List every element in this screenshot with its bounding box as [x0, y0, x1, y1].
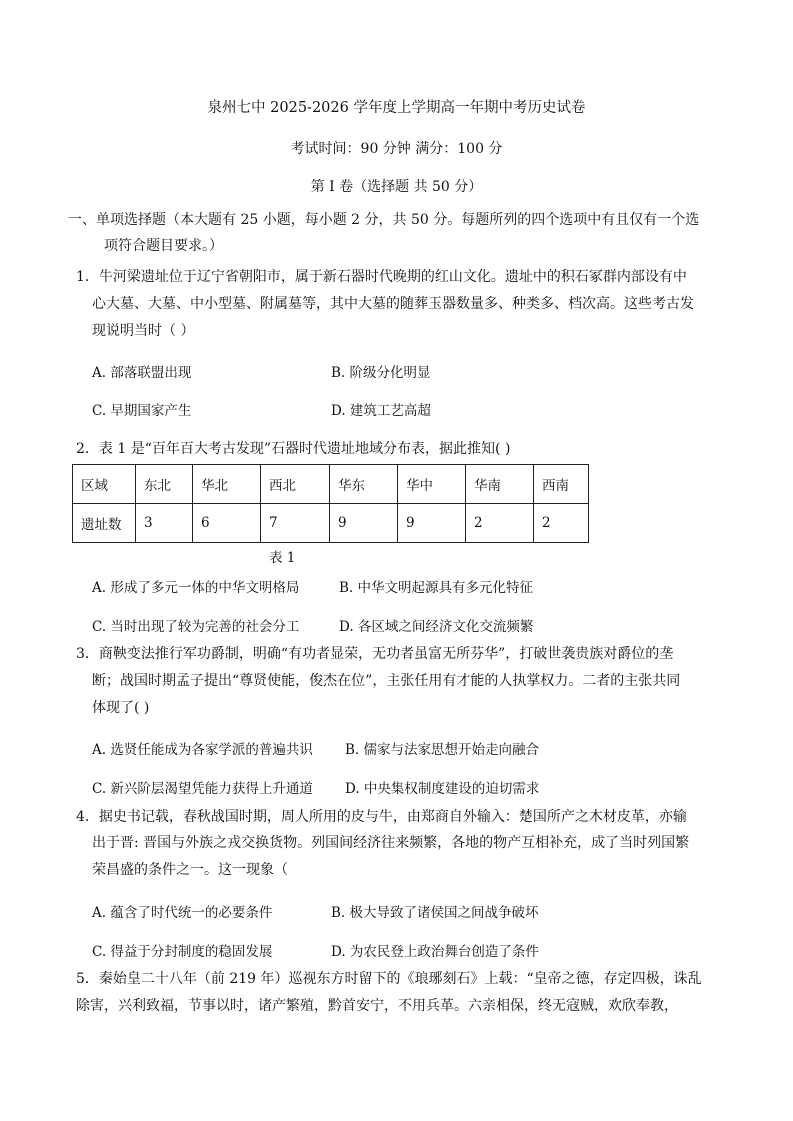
q5-stem-line-2: 除害，兴利致福，节事以时，诸产繁殖，黔首安宁，不用兵革。六亲相保，终无寇贼，欢欣奉教， — [76, 998, 678, 1014]
table-cell: 华东 — [330, 465, 398, 504]
q2-option-b: B. 中华文明起源具有多元化特征 — [339, 580, 534, 596]
q2-stem-line-1: 2．表 1 是“百年百大考古发现”石器时代遗址地域分布表，据此推知( ) — [76, 441, 511, 457]
table-cell: 西北 — [261, 465, 330, 504]
q4-option-c: C. 得益于分封制度的稳固发展 — [92, 944, 273, 960]
q4-stem-line-2: 出于晋: 晋国与外族之戎交换货物。列国间经济往来频繁，各地的物产互相补充，成了当时列国繁 — [92, 835, 690, 851]
q3-option-b: B. 儒家与法家思想开始走向融合 — [345, 742, 540, 758]
part-title: 第 I 卷（选择题 共 50 分） — [310, 179, 483, 195]
table-header-row — [73, 465, 589, 504]
table-row — [73, 504, 589, 543]
table-cell: 7 — [261, 504, 330, 543]
q2-option-a: A. 形成了多元一体的中华文明格局 — [92, 580, 300, 596]
q1-option-d: D. 建筑工艺高超 — [331, 403, 431, 419]
table-cell: 华南 — [466, 465, 534, 504]
table-cell: 2 — [466, 504, 534, 543]
q2-option-d: D. 各区域之间经济文化交流频繁 — [339, 619, 534, 635]
table-cell: 2 — [534, 504, 589, 543]
table-caption: 表 1 — [269, 550, 296, 566]
q3-stem-line-2: 断；战国时期孟子提出“尊贤使能，俊杰在位”，主张任用有才能的人执掌权力。二者的主张共同 — [92, 673, 681, 689]
q4-stem-line-1: 4．据史书记载，春秋战国时期，周人所用的皮与牛，由郑商自外输入：楚国所产之木材皮革，亦输 — [76, 809, 687, 825]
table-cell: 西南 — [534, 465, 589, 504]
q3-stem-line-3: 体现了( ) — [92, 700, 150, 716]
q3-option-d: D. 中央集权制度建设的迫切需求 — [345, 781, 540, 797]
q5-stem-line-1: 5．秦始皇二十八年（前 219 年）巡视东方时留下的《琅琊刻石》上载：“皇帝之德，存定四极，诛乱 — [76, 971, 702, 987]
q1-option-a: A. 部落联盟出现 — [92, 365, 192, 381]
section-instruction-line-2: 项符合题目要求。） — [104, 238, 223, 254]
exam-title: 泉州七中 2025-2026 学年度上学期高一年期中考历史试卷 — [207, 100, 586, 116]
q3-option-c: C. 新兴阶层渴望凭能力获得上升通道 — [92, 781, 313, 797]
q1-option-b: B. 阶级分化明显 — [331, 365, 431, 381]
q4-option-a: A. 蕴含了时代统一的必要条件 — [92, 905, 273, 921]
q4-option-b: B. 极大导致了诸侯国之间战争破坏 — [331, 905, 539, 921]
exam-info: 考试时间：90 分钟 满分：100 分 — [290, 141, 503, 157]
q2-option-c: C. 当时出现了较为完善的社会分工 — [92, 619, 300, 635]
q4-option-d: D. 为农民登上政治舞台创造了条件 — [331, 944, 539, 960]
table-cell: 华中 — [398, 465, 466, 504]
table-cell: 遗址数 — [73, 504, 136, 543]
q1-stem-line-2: 心大墓、大墓、中小型墓、附属墓等，其中大墓的随葬玉器数量多、种类多、档次高。这些考古发 — [92, 296, 694, 312]
table-cell: 区域 — [73, 465, 136, 504]
table-cell: 3 — [136, 504, 193, 543]
q4-stem-line-3: 荣昌盛的条件之一。这一现象（ — [92, 862, 288, 878]
table-cell: 东北 — [136, 465, 193, 504]
q3-option-a: A. 选贤任能成为各家学派的普遍共识 — [92, 742, 313, 758]
table-cell: 华北 — [193, 465, 261, 504]
site-distribution-table — [72, 464, 589, 543]
table-cell: 6 — [193, 504, 261, 543]
section-instruction-line-1: 一、单项选择题（本大题有 25 小题，每小题 2 分，共 50 分。每题所列的四个选项中有且仅有一个选 — [68, 212, 700, 228]
q1-option-c: C. 早期国家产生 — [92, 403, 192, 419]
q1-stem-line-3: 现说明当时（ ） — [92, 323, 195, 339]
q3-stem-line-1: 3．商鞅变法推行军功爵制，明确“有功者显荣，无功者虽富无所芬华”，打破世袭贵族对爵位的垄 — [76, 646, 674, 662]
table-cell: 9 — [398, 504, 466, 543]
q1-stem-line-1: 1．牛河梁遗址位于辽宁省朝阳市，属于新石器时代晚期的红山文化。遗址中的积石冢群内部设有中 — [76, 269, 687, 285]
table-cell: 9 — [330, 504, 398, 543]
